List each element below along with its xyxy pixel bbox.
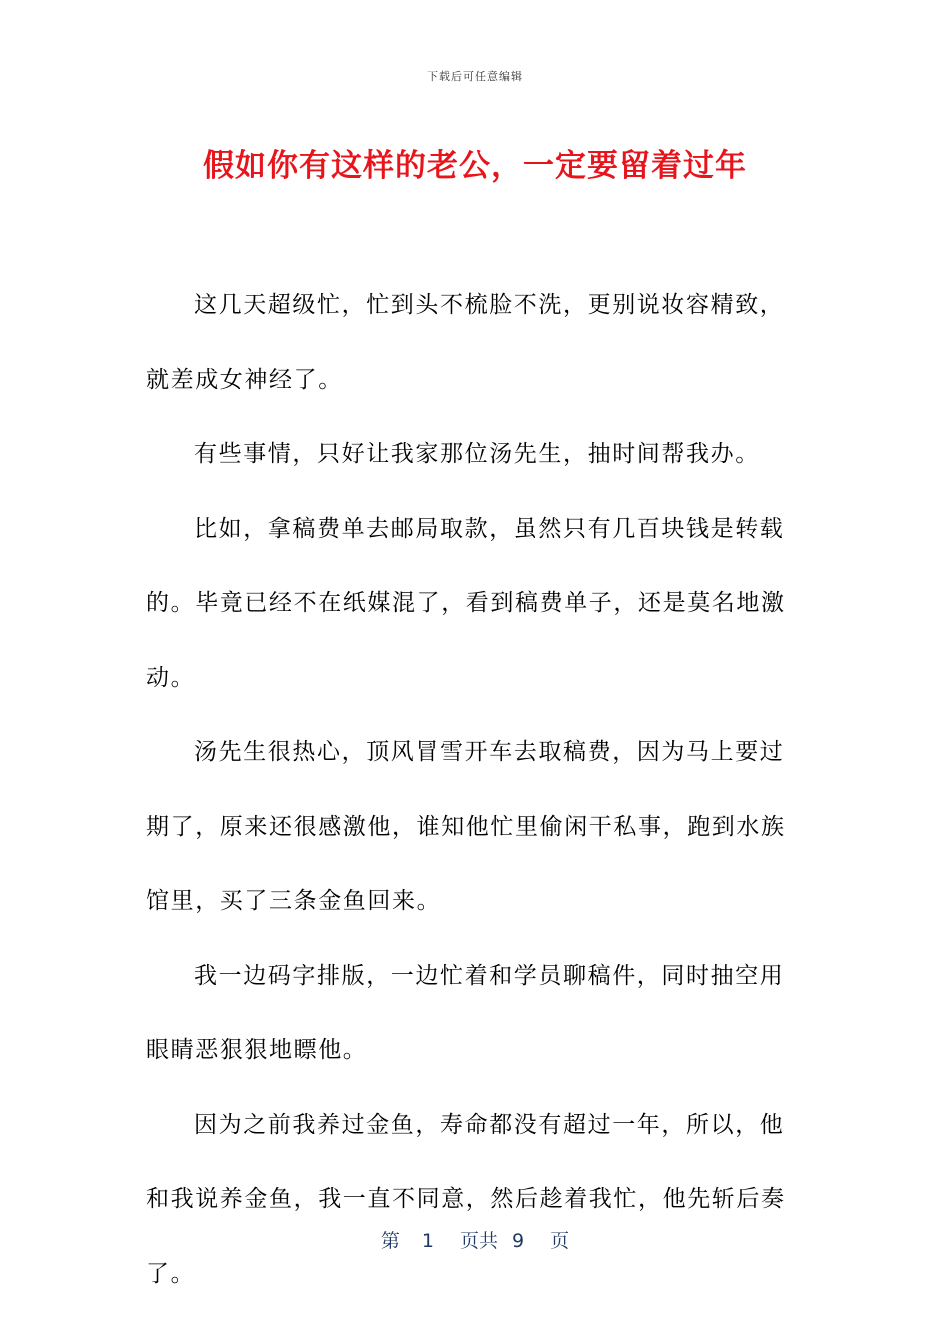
page-footer: [0, 1226, 950, 1253]
header-note: 下载后可任意编辑: [427, 70, 523, 83]
footer-prefix: 第: [380, 1230, 400, 1252]
footer-total-pages: 9: [512, 1230, 525, 1252]
footer-middle: 页共: [459, 1230, 498, 1252]
paragraph: 有些事情，只好让我家那位汤先生，抽时间帮我办。: [194, 441, 760, 467]
paragraph: 汤先生很热心，顶风冒雪开车去取稿费，因为马上要过期了，原来还很感激他，谁知他忙里偷闲干私事，跑到水族馆里，买了三条金鱼回来。: [146, 739, 786, 914]
paragraph: 我一边码字排版，一边忙着和学员聊稿件，同时抽空用眼睛恶狠狠地瞟他。: [146, 962, 785, 1063]
footer-page-number: 1: [421, 1230, 434, 1252]
document-title: 假如你有这样的老公，一定要留着过年: [203, 148, 747, 184]
document-body: [146, 268, 796, 1311]
paragraph: 这几天超级忙，忙到头不梳脸不洗，更别说妆容精致，就差成女神经了。: [146, 292, 785, 393]
paragraph: 因为之前我养过金鱼，寿命都没有超过一年，所以，他和我说养金鱼，我一直不同意，然后趁着我忙，他先斩后奏了。: [146, 1111, 786, 1287]
footer-suffix: 页: [550, 1230, 570, 1252]
paragraph: 比如，拿稿费单去邮局取款，虽然只有几百块钱是转载的。毕竟已经不在纸媒混了，看到稿费单子，还是莫名地激动。: [146, 515, 786, 691]
